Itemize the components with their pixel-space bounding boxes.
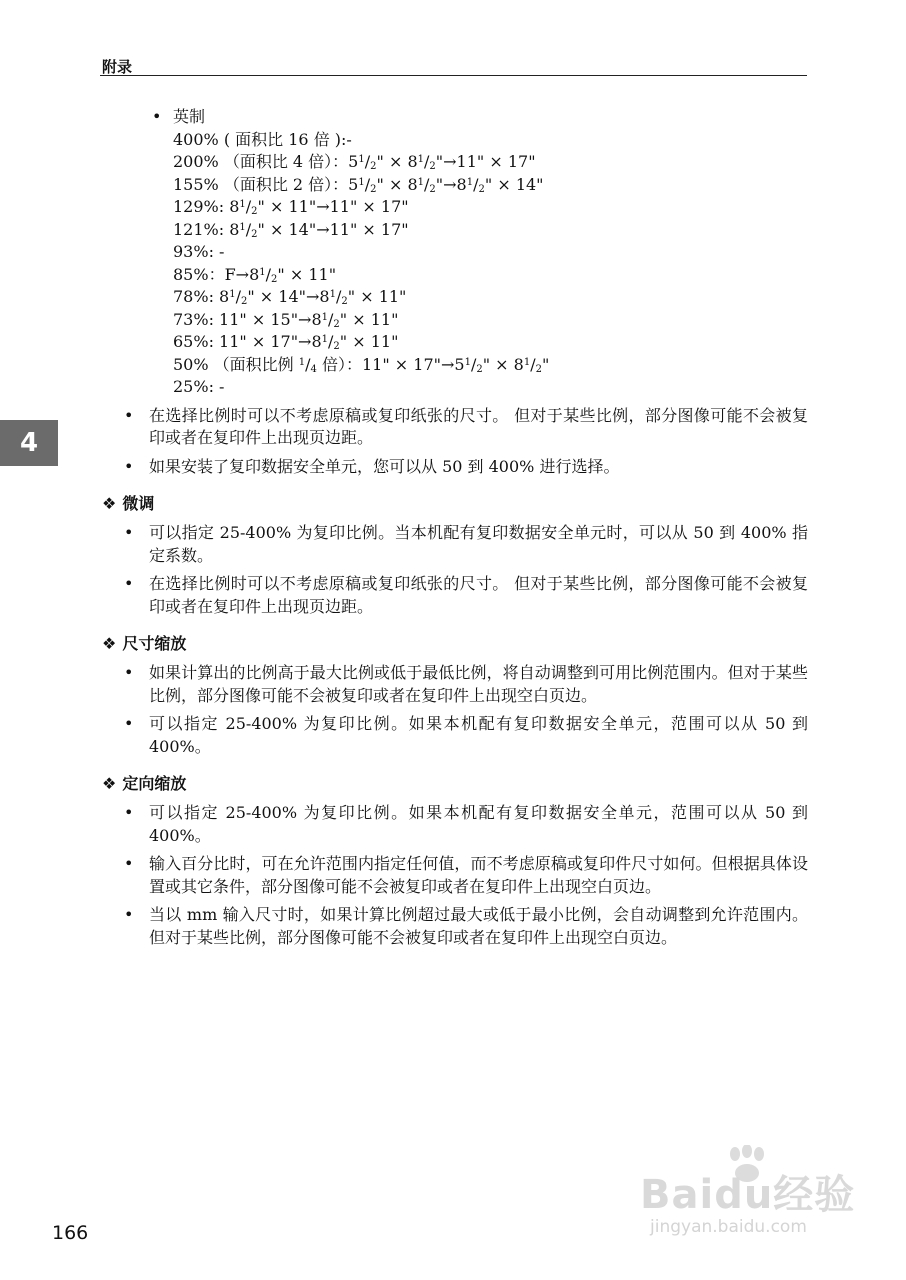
bullet-icon: • [124,456,134,476]
section [100,492,808,618]
inch-ratio-line: 25%: - [173,377,225,396]
running-header: 附录 [102,58,133,76]
list-item-text: 如果计算出的比例高于最大比例或低于最低比例，将自动调整到可用比例范围内。但对于某些比例，部分图像可能不会被复印或者在复印件上出现空白页边。 [149,663,808,705]
bullet-icon: • [124,523,134,542]
list-item-text: 如果安装了复印数据安全单元，您可以从 50 到 400% 进行选择。 [149,456,620,476]
page-content [100,106,808,949]
diamond-icon: ❖ [102,774,117,793]
list-item [100,713,808,758]
inch-ratio-line: 50% （面积比例 $^1/_4$ 倍）：11" × $17"\to 5^1/_2$" × $8^1/_2$" [173,354,550,375]
section-title: ❖ 定向缩放 [102,774,187,793]
list-item-text: 输入百分比时，可在允许范围内指定任何值，而不考虑原稿或复印件尺寸如何。但根据具体设置或其它条件，部分图像可能不会被复印或者在复印件上出现空白页边。 [149,854,808,896]
list-item-text: 在选择比例时可以不考虑原稿或复印纸张的尺寸。 但对于某些比例，部分图像可能不会被复印或者在复印件上出现页边距。 [149,405,808,447]
inch-list-title: 英制 [173,107,206,126]
bullet-icon: • [124,803,134,822]
list-item-text: 可以指定 25-400% 为复印比例。如果本机配有复印数据安全单元，范围可以从 50 到 400%。 [149,803,808,845]
inch-ratio-list [100,106,808,399]
diamond-icon: ❖ [102,634,117,653]
list-item [100,522,808,567]
inch-ratio-line: 129%: $8^1/_2$" × 11"→11" × 17" [173,197,409,217]
diamond-icon: ❖ [102,494,117,513]
intro-bullets [100,405,808,479]
chapter-tab: 4 [0,420,58,466]
list-item [100,662,808,707]
list-item [100,573,808,618]
baidu-watermark [630,1145,860,1255]
section [100,632,808,758]
bullet-icon: • [124,905,134,924]
bullet-icon: • [124,574,134,593]
inch-ratio-line: 121%: $8^1/_2$" × 14"→11" × 17" [173,219,409,240]
list-item [100,456,808,479]
list-item-text: 在选择比例时可以不考虑原稿或复印纸张的尺寸。 但对于某些比例，部分图像可能不会被复印或者在复印件上出现页边距。 [149,574,808,616]
section-bullets [100,522,808,618]
bullet-icon: • [124,663,134,682]
watermark-logo: Baidu经验 [640,1172,856,1218]
bullet-icon: • [152,107,162,126]
list-item [100,904,808,949]
page-number: 166 [52,1222,89,1244]
section [100,772,808,949]
list-item [100,802,808,847]
inch-ratio-line: 200% （面积比 4 倍）：$5^1/_2$" × $8^1/_2"\to 11$" × 17" [173,152,536,172]
inch-ratio-line: 155% （面积比 2 倍）：$5^1/_2$" × $8^1/_2"\to 8^1/_2$" × 14" [173,174,544,195]
list-item-text: 可以指定 25-400% 为复印比例。如果本机配有复印数据安全单元，范围可以从 50 到 400%。 [149,714,808,756]
watermark-url: jingyan.baidu.com [650,1217,807,1237]
inch-ratio-line: 400% ( 面积比 16 倍 ):- [173,129,352,149]
sections [100,492,808,949]
header-rule [100,75,807,76]
list-item [100,405,808,450]
inch-ratio-line: 73%: 11" × $15"\to 8^1/_2$" × 11" [173,309,399,330]
inch-ratio-line: 93%: - [173,242,225,261]
bullet-icon: • [124,854,134,873]
list-item-text: 当以 mm 输入尺寸时，如果计算比例超过最大或低于最小比例，会自动调整到允许范围内。但对于某些比例，部分图像可能不会被复印或者在复印件上出现空白页边。 [149,905,808,947]
inch-ratio-line: 65%: 11" × $17"\to 8^1/_2$" × 11" [173,332,399,352]
bullet-icon: • [124,405,134,425]
inch-ratio-line: 78%: $8^1/_2$" × $14"\to 8^1/_2$" × 11" [173,287,407,307]
list-item-text: 可以指定 25-400% 为复印比例。当本机配有复印数据安全单元时，可以从 50 到 400% 指定系数。 [149,523,808,565]
section-bullets [100,662,808,758]
bullet-icon: • [124,714,134,733]
inch-ratio-lines [173,129,808,399]
section-title: ❖ 尺寸缩放 [102,634,187,653]
section-title: ❖ 微调 [102,494,155,513]
section-bullets [100,802,808,949]
inch-ratio-line: 85%：$F\to 8^1/_2$" × 11" [173,264,337,285]
list-item [100,853,808,898]
